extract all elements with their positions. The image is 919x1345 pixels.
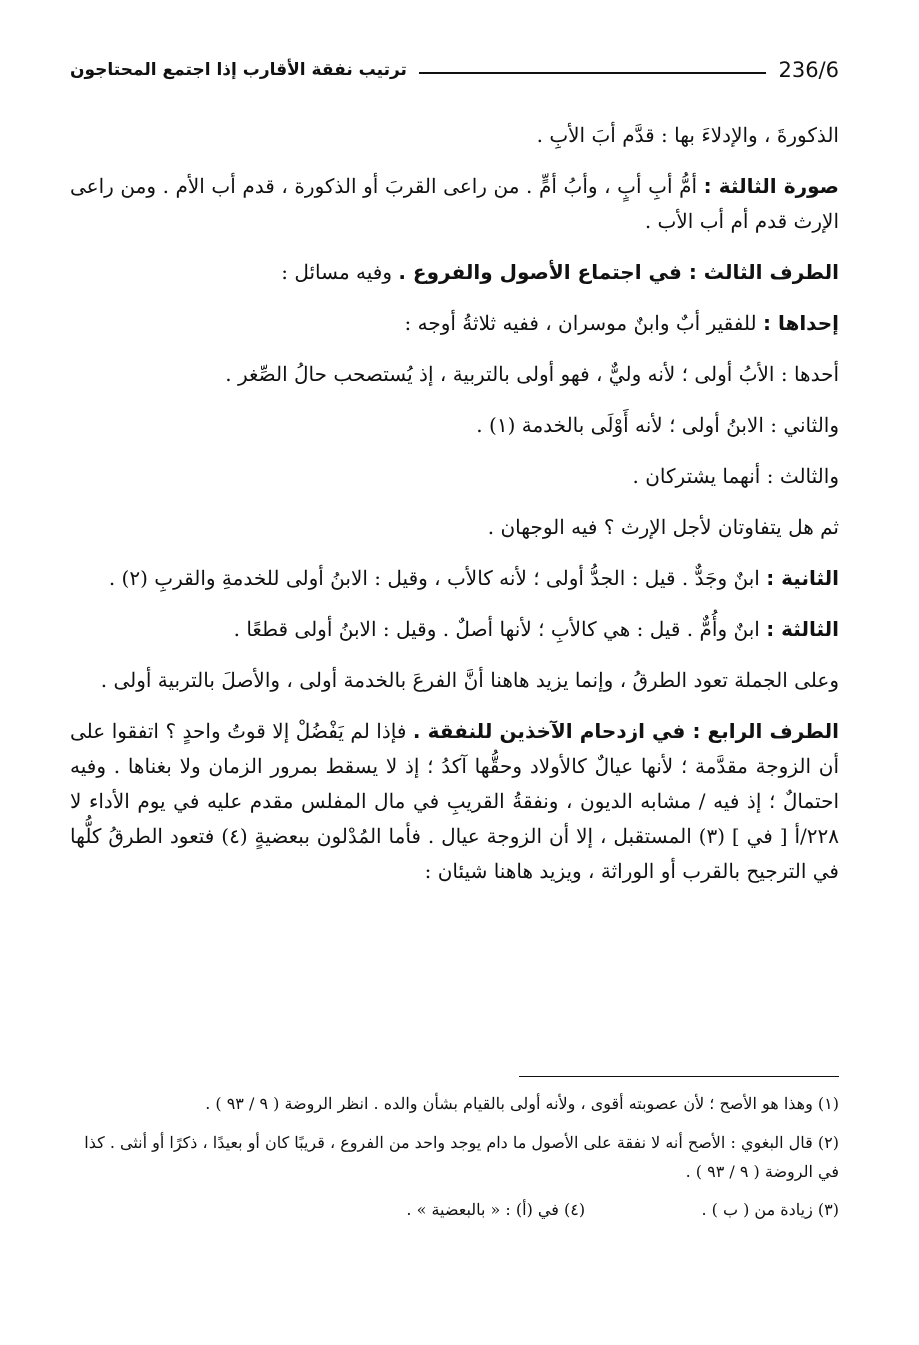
paragraph-text: والثالث : أنهما يشتركان . xyxy=(632,464,839,488)
header-rule xyxy=(419,72,767,74)
section-heading-paragraph xyxy=(70,714,839,889)
running-header xyxy=(70,50,839,90)
paragraph-text: أمُّ أبِ أبٍ ، وأبُ أمٍّ . من راعى القربَ أو الذكورة ، قدم أب الأم . ومن راعى الإرث قدم أم أب الأب . xyxy=(70,174,839,233)
section-heading: الطرف الرابع : في ازدحام الآخذين للنفقة . xyxy=(412,719,840,743)
paragraph-text: ابنٌ وأُمٌّ . قيل : هي كالأبِ ؛ لأنها أصلٌ . وقيل : الابنُ أولى قطعًا . xyxy=(233,617,767,641)
paragraph-text: فإذا لم يَفْضُلْ إلا قوتُ واحدٍ ؟ اتفقوا على أن الزوجة مقدَّمة ؛ لأنها عيالٌ كالأولاد وحقُّها آكدُ ؛ إذ لا يسقط بمرور الزمان ولا بغناها . وفيه احتمالٌ ؛ إذ فيه / مشابه الديون ، ونفقةُ القريبِ في مال المفلس مقدم عليه في يوم الأداء لا ٢٢٨/أ [ في ] (٣) المستقبل ، إلا أن الزوجة عيال . فأما المُدْلون ببعضيةٍ (٤) فتعود الطرقُ كلُّها في الترجيح بالقرب أو الوراثة ، ويزيد هاهنا شيئان : xyxy=(70,719,840,883)
paragraph xyxy=(70,561,839,596)
section-heading-paragraph xyxy=(70,255,839,290)
paragraph xyxy=(70,612,839,647)
paragraph xyxy=(70,357,839,392)
paragraph xyxy=(70,169,839,239)
paragraph-text: للفقير أبٌ وابنٌ موسران ، ففيه ثلاثةُ أوجه : xyxy=(404,311,763,335)
footnote: (٣) زيادة من ( ب ) . xyxy=(701,1200,839,1220)
paragraph-heading: الثالثة : xyxy=(766,617,839,641)
paragraph xyxy=(70,510,839,545)
footnote: (١) وهذا هو الأصح ؛ لأن عصوبته أقوى ، ولأنه أولى بالقيام بشأن والده . انظر الروضة ( ٩ / ٩٣ ) . xyxy=(205,1094,839,1113)
footnote: (٢) قال البغوي : الأصح أنه لا نفقة على الأصول ما دام يوجد واحد من الفروع ، قريبًا كان أو بعيدًا ، ذكرًا أو أنثى . كذا في الروضة ( ٩ / ٩٣ ) . xyxy=(84,1132,839,1181)
paragraph-text: أحدها : الأبُ أولى ؛ لأنه وليٌّ ، فهو أولى بالتربية ، إذ يُستصحب حالُ الصِّغر . xyxy=(225,362,839,386)
main-text xyxy=(70,118,839,901)
section-heading: الطرف الثالث : في اجتماع الأصول والفروع . xyxy=(398,260,839,284)
paragraph xyxy=(70,663,839,698)
footnote-separator xyxy=(519,1076,839,1077)
paragraph-heading: إحداها : xyxy=(762,311,839,335)
footnotes xyxy=(70,1090,839,1225)
paragraph xyxy=(70,118,839,153)
paragraph-heading: صورة الثالثة : xyxy=(703,174,839,198)
paragraph xyxy=(70,408,839,443)
paragraph-text: وفيه مسائل : xyxy=(281,260,399,284)
running-title: ترتيب نفقة الأقارب إذا اجتمع المحتاجون xyxy=(70,60,407,80)
paragraph xyxy=(70,306,839,341)
footnote: (٤) في (أ) : « بالبعضية » . xyxy=(406,1200,586,1220)
paragraph-text: ابنٌ وجَدٌّ . قيل : الجدُّ أولى ؛ لأنه كالأب ، وقيل : الابنُ أولى للخدمةِ والقربِ (٢) . xyxy=(108,566,767,590)
paragraph-text: الذكورةَ ، والإدلاءَ بها : قدَّم أبَ الأبِ . xyxy=(536,123,839,147)
footnote-spacer xyxy=(70,1196,290,1225)
paragraph-heading: الثانية : xyxy=(766,566,839,590)
paragraph-text: والثاني : الابنُ أولى ؛ لأنه أَوْلَى بالخدمة (١) . xyxy=(476,413,839,437)
paragraph-text: ثم هل يتفاوتان لأجل الإرث ؟ فيه الوجهان . xyxy=(487,515,839,539)
paragraph xyxy=(70,459,839,494)
footnote-row xyxy=(70,1196,839,1225)
paragraph-text: وعلى الجملة تعود الطرقُ ، وإنما يزيد هاهنا أنَّ الفرعَ بالخدمة أولى ، والأصلَ بالتربية أولى . xyxy=(100,668,839,692)
page-number: 236/6 xyxy=(778,58,839,82)
